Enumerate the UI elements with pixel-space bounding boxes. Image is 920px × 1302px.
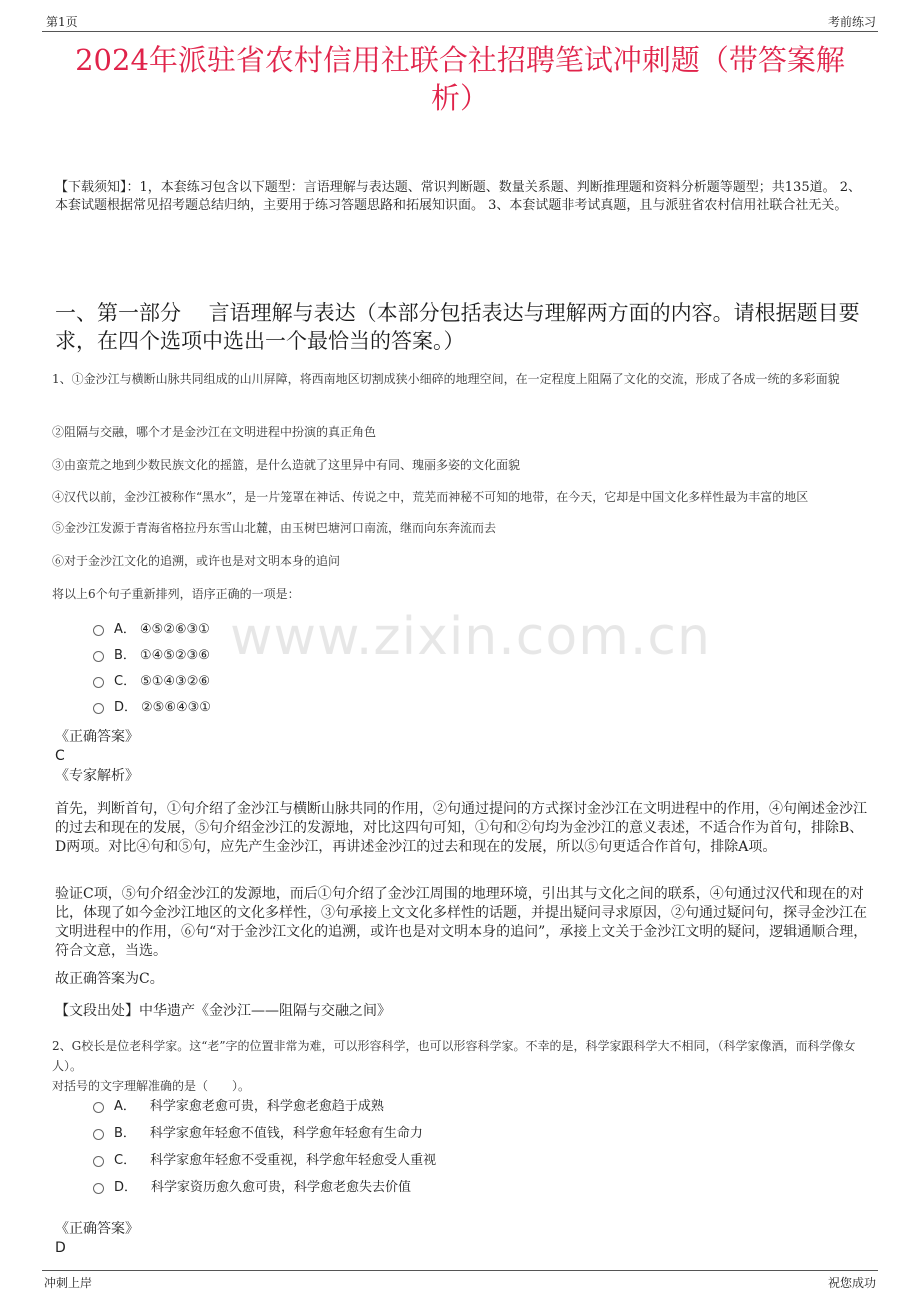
option-letter: B． (114, 1126, 136, 1141)
radio-icon[interactable] (93, 677, 104, 688)
radio-icon[interactable] (93, 1102, 104, 1113)
option-text: ②⑤⑥④③① (141, 700, 211, 715)
radio-icon[interactable] (93, 1183, 104, 1194)
radio-icon[interactable] (93, 703, 104, 714)
option-letter: D． (114, 1180, 138, 1195)
radio-icon[interactable] (93, 1129, 104, 1140)
q1-analysis-1: 首先，判断首句，①句介绍了金沙江与横断山脉共同的作用，②句通过提问的方式探讨金沙江在文明进程中的作用，④句阐述金沙江的过去和现在的发展，⑤句介绍金沙江的发源地，对比这四句可知，①句和②句均为金沙江的意义表述，不适合作为首句，排除B、D两项。对比④句和⑤句，应先产生金沙江，再讲述金沙江的过去和现在的发展，所以⑤句更适合作首句，排除A项。 (55, 801, 867, 855)
q2-option-a[interactable] (93, 1097, 384, 1117)
q1-conclusion: 故正确答案为C。 (55, 971, 164, 987)
option-letter: A． (114, 1099, 136, 1114)
footer-right: 祝您成功 (827, 1276, 876, 1290)
option-text: ①④⑤②③⑥ (139, 648, 210, 663)
radio-icon[interactable] (93, 625, 104, 636)
q1-answer-label: 《正确答案》 (55, 729, 139, 745)
option-text: ④⑤②⑥③① (139, 622, 210, 637)
q1-line-6: ⑥对于金沙江文化的追溯，或许也是对文明本身的追问 (52, 554, 341, 568)
q2-answer: D (55, 1240, 66, 1256)
document-title: 2024年派驻省农村信用社联合社招聘笔试冲刺题（带答案解析） (75, 43, 845, 115)
header-tag: 考前练习 (827, 15, 876, 29)
option-text: 科学家愈年轻愈不值钱，科学愈年轻愈有生命力 (149, 1126, 423, 1141)
radio-icon[interactable] (93, 1156, 104, 1167)
option-text: 科学家资历愈久愈可贵，科学愈老愈失去价值 (151, 1180, 412, 1195)
q1-source: 【文段出处】中华遗产《金沙江——阻隔与交融之间》 (55, 1003, 391, 1019)
page-header (42, 10, 878, 32)
page-footer (42, 1270, 878, 1297)
section-heading: 一、第一部分 言语理解与表达（本部分包括表达与理解两方面的内容。请根据题目要求，在四个选项中选出一个最恰当的答案。） (55, 301, 860, 353)
q1-line-3: ③由蛮荒之地到少数民族文化的摇篮，是什么造就了这里异中有同、瑰丽多姿的文化面貌 (52, 458, 521, 472)
option-text: 科学家愈老愈可贵，科学愈老愈趋于成熟 (149, 1099, 384, 1114)
q2-line-1: 2、G校长是位老科学家。这“老”字的位置非常为难，可以形容科学，也可以形容科学家。不幸的是，科学家跟科学大不相同，（科学家像酒，而科学像女人）。 (52, 1039, 856, 1073)
q1-option-c[interactable] (93, 672, 210, 692)
option-letter: C． (114, 1153, 137, 1168)
q1-option-d[interactable] (93, 698, 211, 718)
q2-answer-label: 《正确答案》 (55, 1221, 139, 1237)
q1-line-5: ⑤金沙江发源于青海省格拉丹东雪山北麓，由玉树巴塘河口南流，继而向东奔流而去 (52, 521, 497, 535)
watermark: www.zixin.com.cn (230, 607, 711, 667)
option-text: 科学家愈年轻愈不受重视，科学愈年轻愈受人重视 (150, 1153, 437, 1168)
q1-line-4: ④汉代以前，金沙江被称作“黑水”，是一片笼罩在神话、传说之中，荒芜而神秘不可知的地带，在今天，它却是中国文化多样性最为丰富的地区 (52, 490, 809, 504)
download-notice: 【下载须知】：1，本套练习包含以下题型：言语理解与表达题、常识判断题、数量关系题、判断推理题和资料分析题等题型；共135道。 2、本套试题根据常见招考题总结归纳，主要用于练习答题思路和拓展知识面。 3、本套试题非考试真题，且与派驻省农村信用社联合社无关。 (55, 180, 861, 213)
option-text: ⑤①④③②⑥ (140, 674, 211, 689)
q1-analysis-2: 验证C项，⑤句介绍金沙江的发源地，而后①句介绍了金沙江周围的地理环境，引出其与文化之间的联系，④句通过汉代和现在的对比，体现了如今金沙江地区的文化多样性，③句承接上文文化多样性的话题，并提出疑问寻求原因，②句通过疑问句，探寻金沙江在文明进程中的作用，⑥句“对于金沙江文化的追溯，或许也是对文明本身的追问”，承接上文关于金沙江文明的疑问，逻辑通顺合理，符合文意，当选。 (55, 886, 868, 959)
q2-prompt: 对括号的文字理解准确的是（ ）。 (52, 1079, 251, 1093)
q1-option-a[interactable] (93, 620, 210, 640)
option-letter: A． (114, 622, 136, 637)
q2-option-c[interactable] (93, 1151, 436, 1171)
footer-left: 冲刺上岸 (44, 1276, 93, 1290)
q2-option-d[interactable] (93, 1178, 411, 1198)
q1-line-1: 1、①金沙江与横断山脉共同组成的山川屏障，将西南地区切割成狭小细碎的地理空间，在一定程度上阻隔了文化的交流，形成了各成一统的多彩面貌 (52, 372, 840, 386)
q2-option-b[interactable] (93, 1124, 423, 1144)
option-letter: D． (114, 700, 138, 715)
option-letter: C． (114, 674, 137, 689)
radio-icon[interactable] (93, 651, 104, 662)
q1-option-b[interactable] (93, 646, 210, 666)
page-number: 第1页 (46, 15, 78, 29)
q1-analysis-label: 《专家解析》 (55, 768, 139, 784)
q1-prompt: 将以上6个句子重新排列，语序正确的一项是： (52, 587, 300, 601)
q1-line-2: ②阻隔与交融，哪个才是金沙江在文明进程中扮演的真正角色 (52, 425, 377, 439)
option-letter: B． (114, 648, 136, 663)
q1-answer: C (55, 748, 65, 764)
